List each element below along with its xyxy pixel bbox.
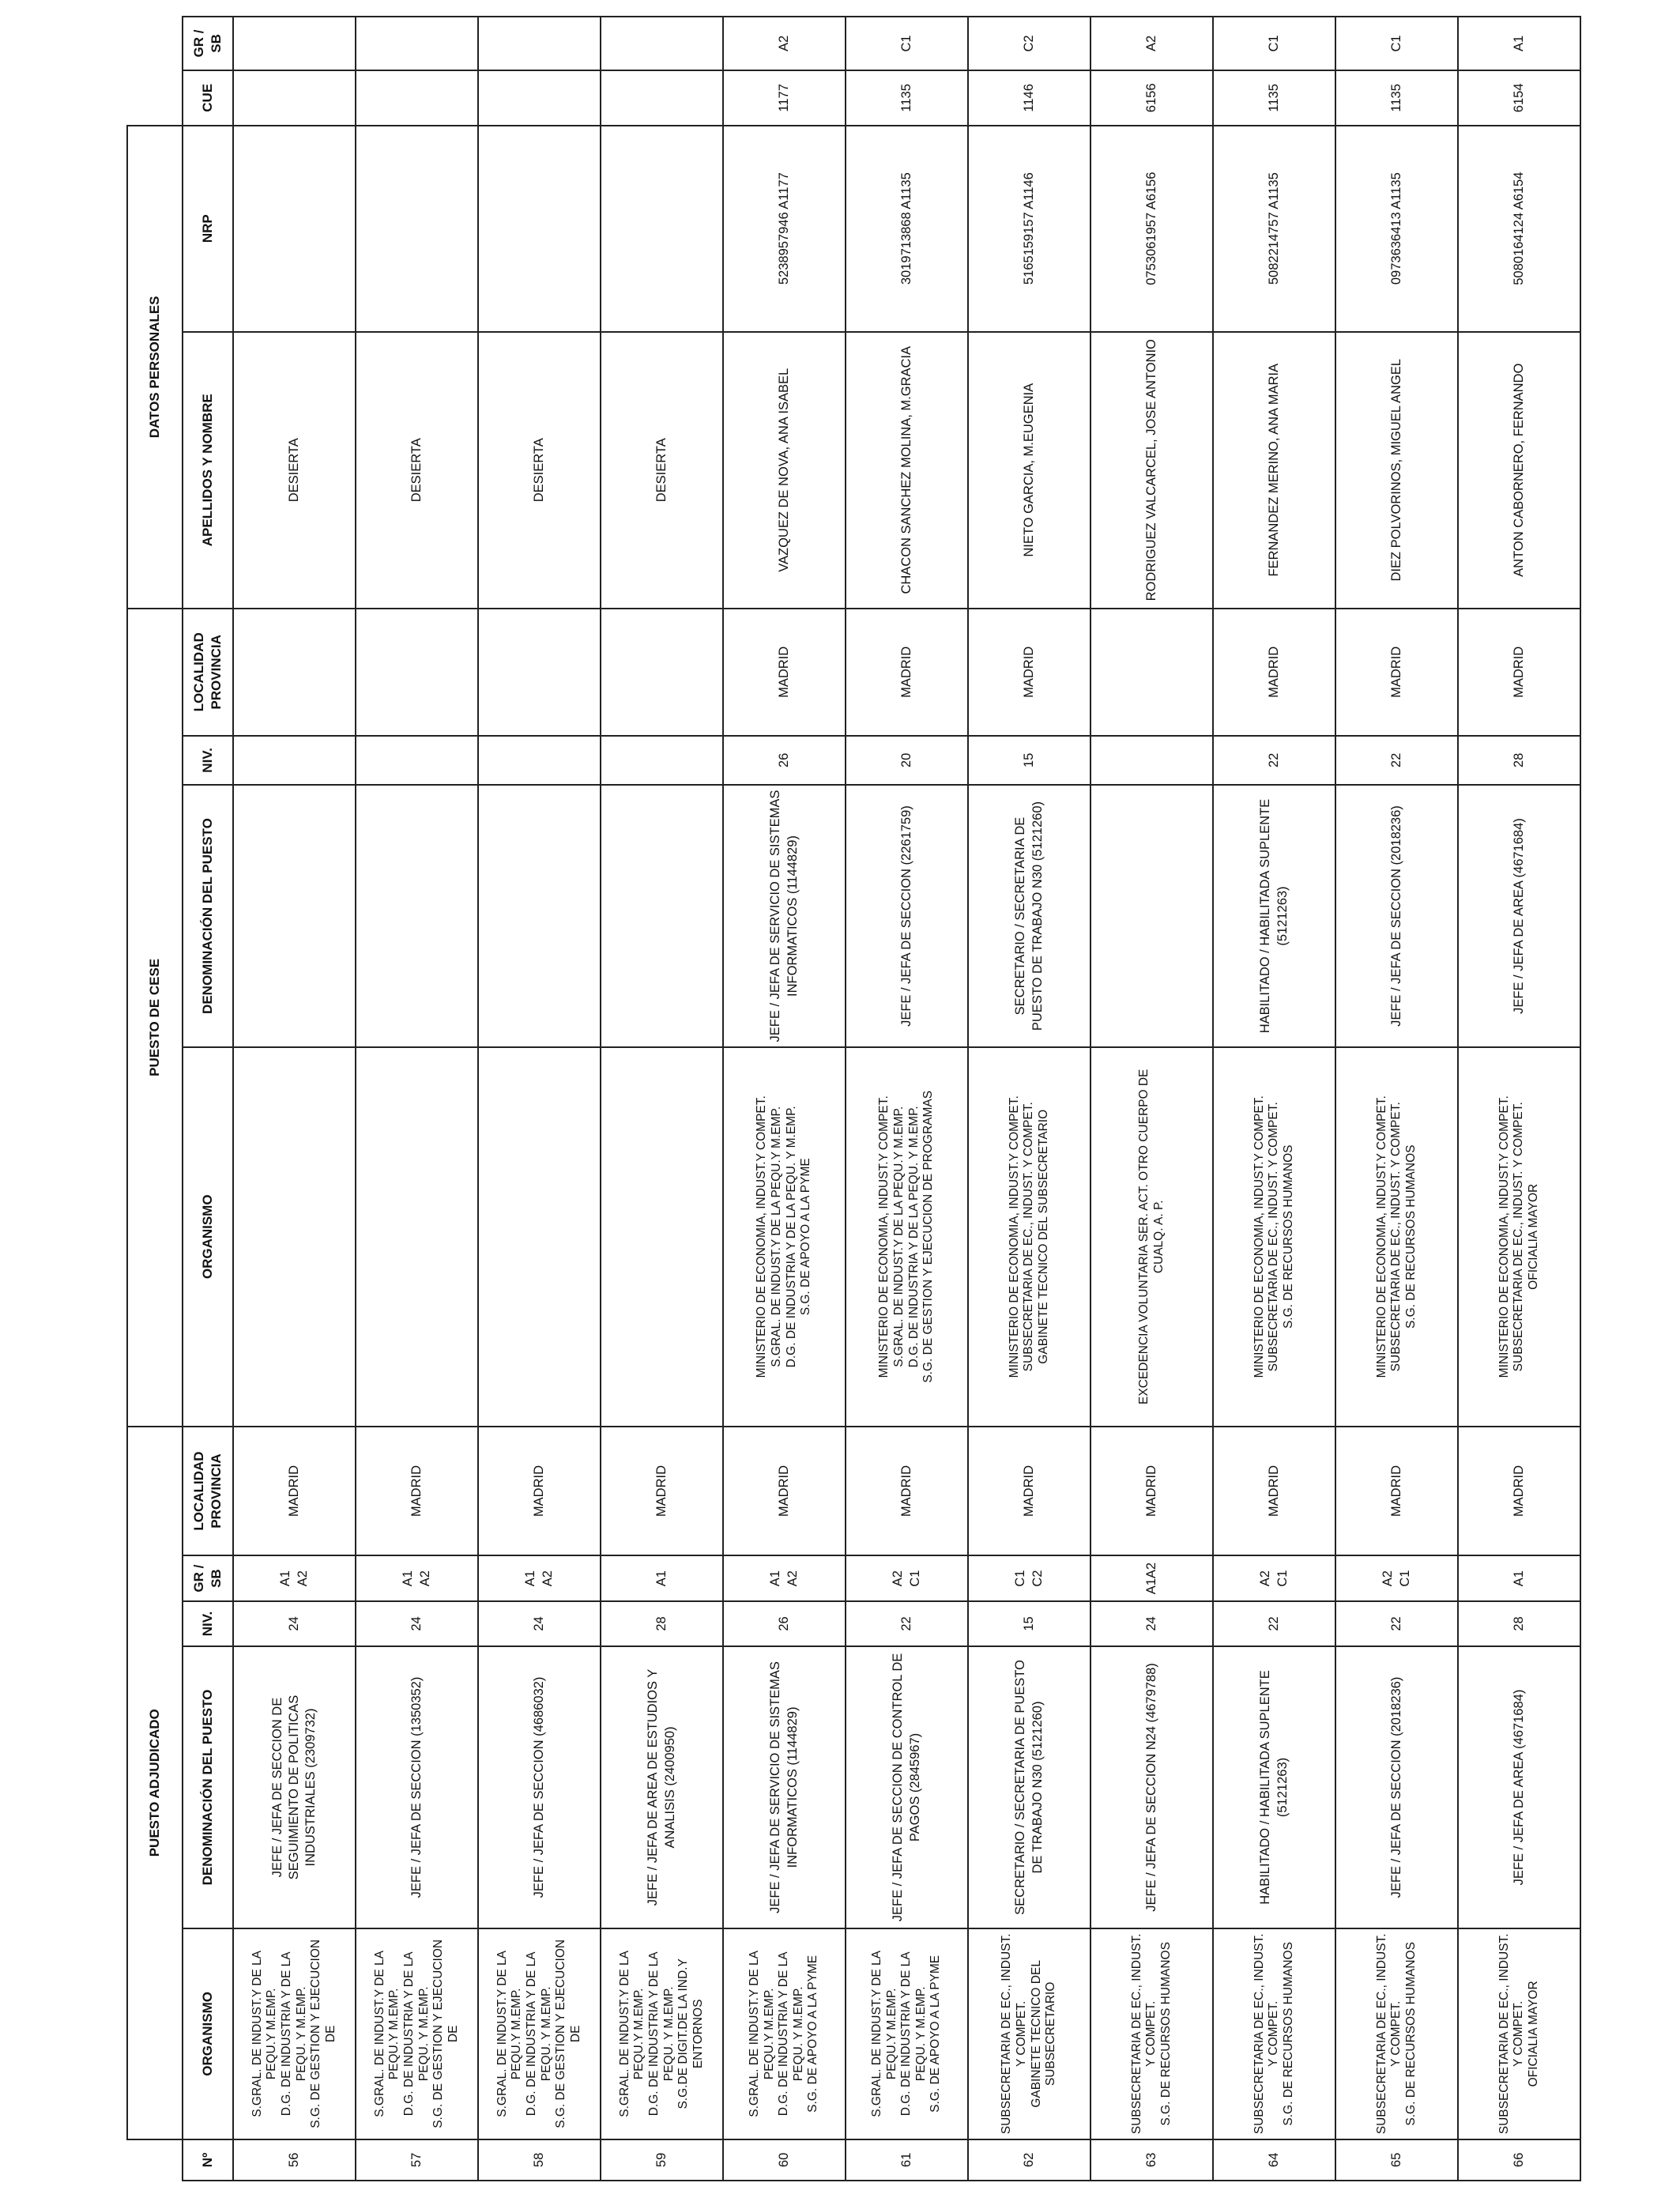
cell-gr-sb: A1 A2 <box>478 1555 601 1600</box>
cell-nrp <box>233 126 356 332</box>
cell-organismo: SUBSECRETARIA DE EC., INDUST. Y COMPET. GABINETE TECNICO DEL SUBSECRETARIO <box>968 1928 1090 2139</box>
cell-localidad: MADRID <box>233 1427 356 1556</box>
col-header-personal-gr-sb: GR / SB <box>183 17 233 70</box>
cell-localidad: MADRID <box>968 1427 1090 1556</box>
adjudication-table <box>126 16 1581 2181</box>
cell-numero: 57 <box>356 2139 478 2181</box>
cell-cese-denominacion: HABILITADO / HABILITADA SUPLENTE (5121263) <box>1213 785 1335 1047</box>
cell-localidad: MADRID <box>1458 1427 1580 1556</box>
cell-cese-organismo <box>478 1047 601 1427</box>
cell-cue <box>601 70 723 126</box>
cell-nrp: 3019713868 A1135 <box>846 126 968 332</box>
table-row <box>356 17 478 2181</box>
cell-apellidos-nombre: ANTON CABORNERO, FERNANDO <box>1458 332 1580 609</box>
cell-organismo: S.GRAL. DE INDUST.Y DE LA PEQU.Y M.EMP. D.G. DE INDUSTRIA Y DE LA PEQU. Y M.EMP. S.G. DE GESTION Y EJECUCION DE <box>478 1928 601 2139</box>
col-header-numero: Nº <box>183 2139 233 2181</box>
cell-localidad: MADRID <box>723 1427 846 1556</box>
cell-cese-denominacion <box>233 785 356 1047</box>
group-datos-personales: DATOS PERSONALES <box>127 126 183 609</box>
cell-apellidos-nombre: DESIERTA <box>601 332 723 609</box>
cell-nrp: 5082214757 A1135 <box>1213 126 1335 332</box>
cell-nivel: 22 <box>846 1601 968 1646</box>
cell-localidad: MADRID <box>478 1427 601 1556</box>
cell-numero: 61 <box>846 2139 968 2181</box>
cell-cue: 6154 <box>1458 70 1580 126</box>
cell-cese-nivel <box>601 736 723 786</box>
table-row <box>601 17 723 2181</box>
cell-cese-organismo: MINISTERIO DE ECONOMIA, INDUST.Y COMPET. SUBSECRETARIA DE EC., INDUST. Y COMPET. GABINETE TECNICO DEL SUBSECRETARIO <box>968 1047 1090 1427</box>
cell-nrp: 5080164124 A6154 <box>1458 126 1580 332</box>
cell-cese-organismo: MINISTERIO DE ECONOMIA, INDUST.Y COMPET. SUBSECRETARIA DE EC., INDUST. Y COMPET. OFICIALIA MAYOR <box>1458 1047 1580 1427</box>
cell-cese-denominacion: JEFE / JEFA DE SECCION (2261759) <box>846 785 968 1047</box>
cell-cese-localidad <box>478 609 601 736</box>
cell-cese-localidad <box>356 609 478 736</box>
cell-apellidos-nombre: VAZQUEZ DE NOVA, ANA ISABEL <box>723 332 846 609</box>
cell-numero: 56 <box>233 2139 356 2181</box>
cell-organismo: S.GRAL. DE INDUST.Y DE LA PEQU.Y M.EMP. D.G. DE INDUSTRIA Y DE LA PEQU. Y M.EMP. S.G. DE GESTION Y EJECUCION DE <box>233 1928 356 2139</box>
col-header-cese-organismo: ORGANISMO <box>183 1047 233 1427</box>
cell-localidad: MADRID <box>846 1427 968 1556</box>
cell-cue: 1177 <box>723 70 846 126</box>
cell-cese-organismo: MINISTERIO DE ECONOMIA, INDUST.Y COMPET. S.GRAL. DE INDUST.Y DE LA PEQU.Y M.EMP. D.G. DE INDUSTRIA Y DE LA PEQU. Y M.EMP. S.G. DE APOYO A LA PYME <box>723 1047 846 1427</box>
col-header-cese-nivel: NIV. <box>183 736 233 786</box>
cell-denominacion: HABILITADO / HABILITADA SUPLENTE (5121263) <box>1213 1646 1335 1928</box>
cell-nrp: 5165159157 A1146 <box>968 126 1090 332</box>
cell-numero: 66 <box>1458 2139 1580 2181</box>
cell-cue: 6156 <box>1090 70 1213 126</box>
cell-personal-gr-sb <box>478 17 601 70</box>
cell-cese-nivel <box>233 736 356 786</box>
cell-cue: 1135 <box>1335 70 1458 126</box>
cell-cese-nivel: 20 <box>846 736 968 786</box>
cell-denominacion: JEFE / JEFA DE SECCION DE CONTROL DE PAGOS (2845967) <box>846 1646 968 1928</box>
cell-cese-nivel: 22 <box>1213 736 1335 786</box>
table-row <box>1458 17 1580 2181</box>
cell-personal-gr-sb: A2 <box>1090 17 1213 70</box>
table-row <box>1213 17 1335 2181</box>
cell-personal-gr-sb: C1 <box>846 17 968 70</box>
cell-nivel: 24 <box>478 1601 601 1646</box>
cell-numero: 60 <box>723 2139 846 2181</box>
table-row <box>233 17 356 2181</box>
table-row <box>846 17 968 2181</box>
cell-gr-sb: A2 C1 <box>846 1555 968 1600</box>
column-header-row <box>183 17 233 2181</box>
cell-cese-localidad: MADRID <box>1335 609 1458 736</box>
cell-gr-sb: A1A2 <box>1090 1555 1213 1600</box>
cell-cese-nivel: 26 <box>723 736 846 786</box>
cell-cese-localidad <box>601 609 723 736</box>
cell-nrp: 5238957946 A1177 <box>723 126 846 332</box>
cell-cese-localidad: MADRID <box>723 609 846 736</box>
cell-apellidos-nombre: DESIERTA <box>478 332 601 609</box>
cell-cese-denominacion: JEFE / JEFA DE SERVICIO DE SISTEMAS INFORMATICOS (1144829) <box>723 785 846 1047</box>
cell-cue <box>356 70 478 126</box>
cell-nivel: 15 <box>968 1601 1090 1646</box>
cell-numero: 64 <box>1213 2139 1335 2181</box>
cell-denominacion: JEFE / JEFA DE AREA DE ESTUDIOS Y ANALISIS (2400950) <box>601 1646 723 1928</box>
cell-personal-gr-sb <box>601 17 723 70</box>
table-row <box>968 17 1090 2181</box>
cell-personal-gr-sb: A2 <box>723 17 846 70</box>
cell-nrp <box>601 126 723 332</box>
col-header-apellidos-nombre: APELLIDOS Y NOMBRE <box>183 332 233 609</box>
cell-apellidos-nombre: RODRIGUEZ VALCARCEL, JOSE ANTONIO <box>1090 332 1213 609</box>
cell-cese-organismo: EXCEDENCIA VOLUNTARIA SER. ACT. OTRO CUERPO DE CUALQ. A. P. <box>1090 1047 1213 1427</box>
cell-nivel: 24 <box>356 1601 478 1646</box>
cell-cese-nivel <box>1090 736 1213 786</box>
cell-gr-sb: A1 <box>601 1555 723 1600</box>
cell-numero: 62 <box>968 2139 1090 2181</box>
cell-localidad: MADRID <box>1335 1427 1458 1556</box>
cell-cese-organismo <box>356 1047 478 1427</box>
col-header-nrp: NRP <box>183 126 233 332</box>
cell-cese-localidad: MADRID <box>968 609 1090 736</box>
cell-nivel: 22 <box>1213 1601 1335 1646</box>
cell-cese-organismo: MINISTERIO DE ECONOMIA, INDUST.Y COMPET. S.GRAL. DE INDUST.Y DE LA PEQU.Y M.EMP. D.G. DE INDUSTRIA Y DE LA PEQU. Y M.EMP. S.G. DE GESTION Y EJECUCION DE PROGRAMAS <box>846 1047 968 1427</box>
cell-cue <box>478 70 601 126</box>
cell-cese-denominacion: JEFE / JEFA DE AREA (4671684) <box>1458 785 1580 1047</box>
cell-nrp: 0973636413 A1135 <box>1335 126 1458 332</box>
cell-cue <box>233 70 356 126</box>
cell-nivel: 22 <box>1335 1601 1458 1646</box>
cell-gr-sb: A1 A2 <box>723 1555 846 1600</box>
cell-denominacion: JEFE / JEFA DE AREA (4671684) <box>1458 1646 1580 1928</box>
cell-nivel: 24 <box>1090 1601 1213 1646</box>
cell-cese-localidad <box>1090 609 1213 736</box>
col-header-cue: CUE <box>183 70 233 126</box>
cell-organismo: SUBSECRETARIA DE EC., INDUST. Y COMPET. S.G. DE RECURSOS HUMANOS <box>1090 1928 1213 2139</box>
cell-cese-organismo <box>601 1047 723 1427</box>
cell-gr-sb: A2 C1 <box>1335 1555 1458 1600</box>
col-header-cese-denominacion: DENOMINACIÓN DEL PUESTO <box>183 785 233 1047</box>
cell-nivel: 26 <box>723 1601 846 1646</box>
cell-cese-nivel <box>478 736 601 786</box>
group-puesto-de-cese: PUESTO DE CESE <box>127 609 183 1427</box>
col-header-localidad: LOCALIDAD PROVINCIA <box>183 1427 233 1556</box>
cell-nrp: 0753061957 A6156 <box>1090 126 1213 332</box>
cell-cese-organismo: MINISTERIO DE ECONOMIA, INDUST.Y COMPET. SUBSECRETARIA DE EC., INDUST. Y COMPET. S.G. DE RECURSOS HUMANOS <box>1213 1047 1335 1427</box>
cell-cese-organismo: MINISTERIO DE ECONOMIA, INDUST.Y COMPET. SUBSECRETARIA DE EC., INDUST. Y COMPET. S.G. DE RECURSOS HUMANOS <box>1335 1047 1458 1427</box>
col-header-denominacion: DENOMINACIÓN DEL PUESTO <box>183 1646 233 1928</box>
cell-denominacion: SECRETARIO / SECRETARIA DE PUESTO DE TRABAJO N30 (5121260) <box>968 1646 1090 1928</box>
cell-localidad: MADRID <box>1090 1427 1213 1556</box>
cell-cese-nivel <box>356 736 478 786</box>
cell-apellidos-nombre: DESIERTA <box>233 332 356 609</box>
cell-organismo: S.GRAL. DE INDUST.Y DE LA PEQU.Y M.EMP. D.G. DE INDUSTRIA Y DE LA PEQU. Y M.EMP. S.G. DE APOYO A LA PYME <box>723 1928 846 2139</box>
col-header-organismo: ORGANISMO <box>183 1928 233 2139</box>
group-header-row <box>127 17 183 2181</box>
cell-denominacion: JEFE / JEFA DE SERVICIO DE SISTEMAS INFORMATICOS (1144829) <box>723 1646 846 1928</box>
cell-nivel: 28 <box>1458 1601 1580 1646</box>
cell-organismo: S.GRAL. DE INDUST.Y DE LA PEQU.Y M.EMP. D.G. DE INDUSTRIA Y DE LA PEQU. Y M.EMP. S.G. DE GESTION Y EJECUCION DE <box>356 1928 478 2139</box>
cell-denominacion: JEFE / JEFA DE SECCION DE SEGUIMIENTO DE POLITICAS INDUSTRIALES (2309732) <box>233 1646 356 1928</box>
cell-denominacion: JEFE / JEFA DE SECCION N24 (4679788) <box>1090 1646 1213 1928</box>
cell-cese-denominacion: JEFE / JEFA DE SECCION (2018236) <box>1335 785 1458 1047</box>
cell-personal-gr-sb: C1 <box>1335 17 1458 70</box>
cell-gr-sb: A2 C1 <box>1213 1555 1335 1600</box>
table-row <box>478 17 601 2181</box>
cell-personal-gr-sb: C2 <box>968 17 1090 70</box>
cell-cese-nivel: 28 <box>1458 736 1580 786</box>
cell-nrp <box>478 126 601 332</box>
table-row <box>723 17 846 2181</box>
cell-cese-localidad <box>233 609 356 736</box>
col-header-cese-localidad: LOCALIDAD PROVINCIA <box>183 609 233 736</box>
cell-cese-organismo <box>233 1047 356 1427</box>
cell-gr-sb: A1 A2 <box>356 1555 478 1600</box>
cell-personal-gr-sb <box>356 17 478 70</box>
cell-apellidos-nombre: NIETO GARCIA, M.EUGENIA <box>968 332 1090 609</box>
col-header-nivel: NIV. <box>183 1601 233 1646</box>
cell-organismo: S.GRAL. DE INDUST.Y DE LA PEQU.Y M.EMP. D.G. DE INDUSTRIA Y DE LA PEQU. Y M.EMP. S.G.DE DIGIT.DE LA IND.Y ENTORNOS <box>601 1928 723 2139</box>
cell-cese-nivel: 15 <box>968 736 1090 786</box>
cell-localidad: MADRID <box>601 1427 723 1556</box>
cell-cese-denominacion <box>478 785 601 1047</box>
cell-cese-nivel: 22 <box>1335 736 1458 786</box>
cell-denominacion: JEFE / JEFA DE SECCION (4686032) <box>478 1646 601 1928</box>
cell-cese-denominacion: SECRETARIO / SECRETARIA DE PUESTO DE TRABAJO N30 (5121260) <box>968 785 1090 1047</box>
table-row <box>1335 17 1458 2181</box>
col-header-gr-sb: GR / SB <box>183 1555 233 1600</box>
cell-cue: 1135 <box>1213 70 1335 126</box>
cell-gr-sb: C1 C2 <box>968 1555 1090 1600</box>
cell-cese-localidad: MADRID <box>1213 609 1335 736</box>
cell-numero: 65 <box>1335 2139 1458 2181</box>
cell-cese-denominacion <box>1090 785 1213 1047</box>
cell-apellidos-nombre: CHACON SANCHEZ MOLINA, M.GRACIA <box>846 332 968 609</box>
cell-localidad: MADRID <box>356 1427 478 1556</box>
cell-numero: 58 <box>478 2139 601 2181</box>
cell-organismo: SUBSECRETARIA DE EC., INDUST. Y COMPET. S.G. DE RECURSOS HUMANOS <box>1335 1928 1458 2139</box>
cell-cese-localidad: MADRID <box>846 609 968 736</box>
cell-gr-sb: A1 <box>1458 1555 1580 1600</box>
cell-localidad: MADRID <box>1213 1427 1335 1556</box>
cell-denominacion: JEFE / JEFA DE SECCION (2018236) <box>1335 1646 1458 1928</box>
table-body <box>233 17 1580 2181</box>
cell-personal-gr-sb <box>233 17 356 70</box>
cell-apellidos-nombre: FERNANDEZ MERINO, ANA MARIA <box>1213 332 1335 609</box>
cell-organismo: SUBSECRETARIA DE EC., INDUST. Y COMPET. OFICIALIA MAYOR <box>1458 1928 1580 2139</box>
cell-cese-localidad: MADRID <box>1458 609 1580 736</box>
cell-apellidos-nombre: DESIERTA <box>356 332 478 609</box>
rotated-document-page <box>0 3 1675 2192</box>
cell-gr-sb: A1 A2 <box>233 1555 356 1600</box>
cell-nrp <box>356 126 478 332</box>
cell-nivel: 28 <box>601 1601 723 1646</box>
cell-numero: 63 <box>1090 2139 1213 2181</box>
cell-organismo: S.GRAL. DE INDUST.Y DE LA PEQU.Y M.EMP. D.G. DE INDUSTRIA Y DE LA PEQU. Y M.EMP. S.G. DE APOYO A LA PYME <box>846 1928 968 2139</box>
cell-personal-gr-sb: C1 <box>1213 17 1335 70</box>
cell-nivel: 24 <box>233 1601 356 1646</box>
group-puesto-adjudicado: PUESTO ADJUDICADO <box>127 1427 183 2139</box>
cell-apellidos-nombre: DIEZ POLVORINOS, MIGUEL ANGEL <box>1335 332 1458 609</box>
cell-organismo: SUBSECRETARIA DE EC., INDUST. Y COMPET. S.G. DE RECURSOS HUMANOS <box>1213 1928 1335 2139</box>
cell-cue: 1146 <box>968 70 1090 126</box>
cell-personal-gr-sb: A1 <box>1458 17 1580 70</box>
table-row <box>1090 17 1213 2181</box>
cell-cue: 1135 <box>846 70 968 126</box>
cell-numero: 59 <box>601 2139 723 2181</box>
cell-cese-denominacion <box>601 785 723 1047</box>
cell-cese-denominacion <box>356 785 478 1047</box>
cell-denominacion: JEFE / JEFA DE SECCION (1350352) <box>356 1646 478 1928</box>
